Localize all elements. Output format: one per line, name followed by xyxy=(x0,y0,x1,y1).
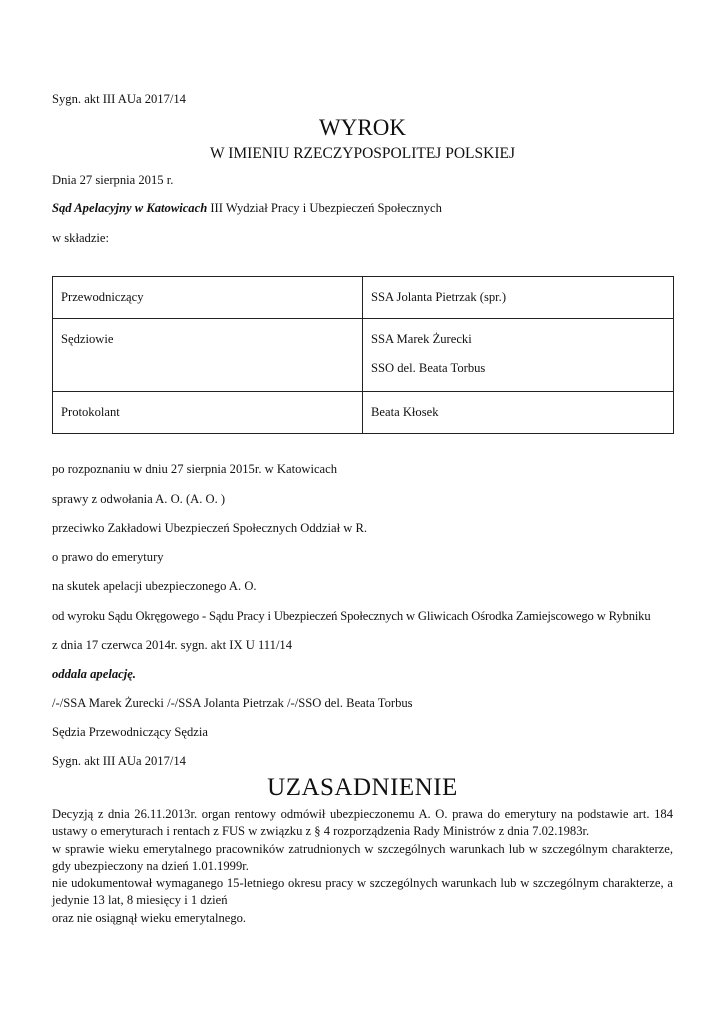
ruling-line: sprawy z odwołania A. O. (A. O. ) xyxy=(52,492,226,506)
clerk-name: Beata Kłosek xyxy=(371,405,439,419)
case-number-bottom: Sygn. akt III AUa 2017/14 xyxy=(52,754,186,768)
judges-role: Sędziowie xyxy=(61,332,114,346)
case-number-top: Sygn. akt III AUa 2017/14 xyxy=(52,92,186,106)
table-row xyxy=(53,277,674,319)
table-cell xyxy=(363,319,674,392)
court-division: III Wydział Pracy i Ubezpieczeń Społecznych xyxy=(210,201,442,215)
ruling-line: z dnia 17 czerwca 2014r. sygn. akt IX U 111/14 xyxy=(52,638,293,652)
signature-roles: Sędzia Przewodniczący Sędzia xyxy=(52,725,208,739)
justification-body xyxy=(52,806,673,927)
justification-paragraph: w sprawie wieku emerytalnego pracowników zatrudnionych w szczególnych warunkach lub w szczególnym charakterze, gdy ubezpieczony na dzień 1.01.1999r. xyxy=(52,841,673,873)
justification-title: UZASADNIENIE xyxy=(267,774,458,801)
ruling-date: Dnia 27 sierpnia 2015 r. xyxy=(52,173,174,187)
ruling-line: po rozpoznaniu w dniu 27 sierpnia 2015r. w Katowicach xyxy=(52,462,338,476)
judge-name: SSA Marek Żurecki xyxy=(371,332,472,346)
justification-paragraph: nie udokumentował wymaganego 15-letniego okresu pracy w szczególnych warunkach lub w szczególnym charakterze, a jedynie 13 lat, 8 miesięcy i 1 dzień xyxy=(52,876,673,908)
judge-name: SSO del. Beata Torbus xyxy=(371,361,486,375)
document-subtitle: W IMIENIU RZECZYPOSPOLITEJ POLSKIEJ xyxy=(210,145,515,162)
table-cell xyxy=(53,277,363,319)
table-cell xyxy=(53,319,363,392)
table-cell xyxy=(53,392,363,434)
ruling-line: przeciwko Zakładowi Ubezpieczeń Społecznych Oddział w R. xyxy=(52,521,368,535)
table-cell xyxy=(363,392,674,434)
decision: oddala apelację. xyxy=(52,667,136,681)
composition-label: w składzie: xyxy=(52,231,110,245)
document-title: WYROK xyxy=(319,115,406,140)
justification-paragraph: Decyzją z dnia 26.11.2013r. organ rentowy odmówił ubezpieczonemu A. O. prawa do emerytury na podstawie art. 184 ustawy o emeryturach i rentach z FUS w związku z § 4 rozporządzenia Rady Ministrów z dnia 7.02.1983r. xyxy=(52,807,673,839)
clerk-role: Protokolant xyxy=(61,405,120,419)
ruling-line: od wyroku Sądu Okręgowego - Sądu Pracy i Ubezpieczeń Społecznych w Gliwicach Ośrodka Zamiejscowego w Rybniku xyxy=(52,609,651,623)
chair-name: SSA Jolanta Pietrzak (spr.) xyxy=(371,290,507,304)
signatures: /-/SSA Marek Żurecki /-/SSA Jolanta Pietrzak /-/SSO del. Beata Torbus xyxy=(52,696,413,710)
justification-paragraph: oraz nie osiągnął wieku emerytalnego. xyxy=(52,910,247,925)
court-line xyxy=(52,201,442,216)
table-cell xyxy=(363,277,674,319)
table-row xyxy=(53,392,674,434)
table-row xyxy=(53,319,674,392)
chair-role: Przewodniczący xyxy=(61,290,144,304)
ruling-line: na skutek apelacji ubezpieczonego A. O. xyxy=(52,579,257,593)
court-name: Sąd Apelacyjny w Katowicach xyxy=(52,201,208,215)
ruling-line: o prawo do emerytury xyxy=(52,550,164,564)
court-panel-table xyxy=(52,276,674,434)
